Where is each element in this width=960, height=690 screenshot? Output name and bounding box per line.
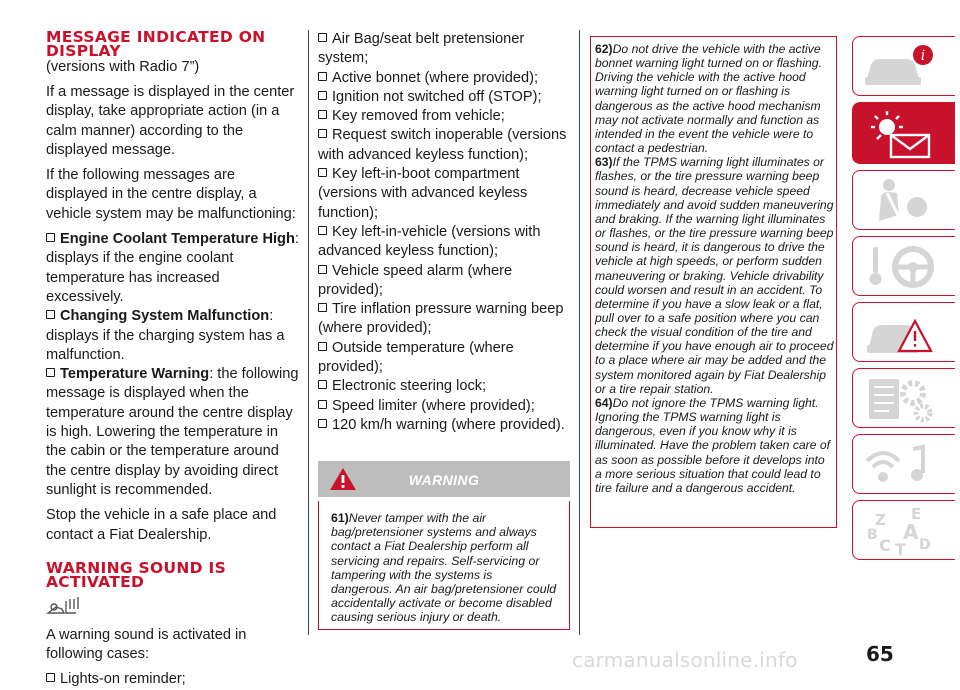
warning-note-64: 64)Do not ignore the TPMS warning light. Ignoring the TPMS warning light is dangerous, even if you know why it is illuminated. Have the problem taken care of as soon as possible before it develops into a more serious situation that could lead to tire failure and a dangerous accident. bbox=[595, 395, 831, 495]
index-letter: T bbox=[895, 540, 906, 557]
checkbox-bullet-icon bbox=[318, 168, 327, 177]
list-item: Tire inflation pressure warning beep (where provided); bbox=[318, 301, 564, 337]
list-item: Outside temperature (where provided); bbox=[318, 339, 514, 376]
column-divider bbox=[579, 30, 580, 635]
tab-index[interactable] bbox=[852, 500, 955, 560]
index-letter: Z bbox=[875, 511, 886, 529]
checkbox-bullet-icon bbox=[318, 342, 327, 351]
paragraph: If the following messages are displayed in the centre display, a vehicle system may be malfunctioning: bbox=[46, 167, 296, 222]
tab-starting-driving[interactable] bbox=[852, 236, 955, 296]
warning-title: WARNING bbox=[408, 472, 480, 489]
warning-box bbox=[318, 501, 570, 630]
list-item: Lights-on reminder; bbox=[46, 670, 300, 689]
checkbox-bullet-icon bbox=[318, 265, 327, 274]
checkbox-bullet-icon bbox=[318, 33, 327, 42]
safety-icon bbox=[861, 175, 941, 227]
section-subtitle: (versions with Radio 7”) bbox=[46, 59, 200, 75]
maintenance-icon bbox=[861, 373, 941, 425]
warning-header bbox=[318, 461, 570, 497]
paragraph: A warning sound is activated in following cases: bbox=[46, 626, 247, 663]
tab-emergency[interactable] bbox=[852, 302, 955, 362]
checkbox-bullet-icon bbox=[318, 380, 327, 389]
list-item: Ignition not switched off (STOP); bbox=[318, 88, 570, 107]
column-2 bbox=[318, 30, 570, 630]
index-icon bbox=[861, 505, 941, 557]
index-letter: C bbox=[879, 536, 891, 555]
tab-warning-lights[interactable] bbox=[852, 102, 955, 164]
checkbox-bullet-icon bbox=[318, 303, 327, 312]
list-item: Key left-in-boot compartment (versions with advanced keyless function); bbox=[318, 166, 528, 221]
list-item: Temperature Warning: the following message is displayed when the temperature around the centre display is high. Lowering the temperature in the cabin or the temperature around the centre display by avoiding direct sunlight is recommended. bbox=[46, 366, 299, 498]
list-item: Electronic steering lock; bbox=[318, 377, 570, 396]
paragraph: If a message is displayed in the center display, take appropriate action (in a calm manner) according to the displayed message. bbox=[46, 84, 295, 158]
checkbox-bullet-icon bbox=[318, 110, 327, 119]
watermark: carmanualsonline.info bbox=[572, 648, 798, 672]
list-item: Engine Coolant Temperature High: displays if the engine coolant temperature has increased excessively. bbox=[46, 231, 299, 305]
multimedia-icon bbox=[861, 439, 941, 491]
checkbox-bullet-icon bbox=[318, 129, 327, 138]
steering-wheel-icon bbox=[861, 241, 941, 293]
list-item: 120 km/h warning (where provided). bbox=[318, 416, 570, 435]
list-item: Changing System Malfunction: displays if the charging system has a malfunction. bbox=[46, 308, 285, 363]
warning-lights-icon bbox=[861, 107, 941, 161]
list-item: Request switch inoperable (versions with advanced keyless function); bbox=[318, 127, 567, 163]
index-letter: D bbox=[919, 537, 931, 553]
warning-note-62: 62)Do not drive the vehicle with the active bonnet warning light turned on or flashing. Driving the vehicle with the active hood warning light turned on or flashing is dangerous as the active hood mechanism may not activate normally and function as intended in the event the vehicle were to contact a pedestrian. bbox=[595, 42, 822, 156]
warning-note-61: 61)Never tamper with the air bag/pretensioner systems and always contact a Fiat Dealership perform all servicing and repairs. Self-servicing or tampering with the systems is dangerous. An air bag/pretensioner could accidentally activate or become disabled causing serious injury or death. bbox=[331, 511, 557, 624]
tab-car-info[interactable] bbox=[852, 36, 955, 96]
list-item: Air Bag/seat belt pretensioner system; bbox=[318, 31, 525, 67]
page-number: 65 bbox=[866, 642, 894, 666]
tab-multimedia[interactable] bbox=[852, 434, 955, 494]
list-item: Vehicle speed alarm (where provided); bbox=[318, 262, 513, 298]
warning-note-63: 63)If the TPMS warning light illuminates or flashes, or the tire pressure warning beep sound is heard, decrease vehicle speed immediately and avoid sudden maneuvering and braking. If the warning light illuminates or flashes, or the tire pressure warning beep sound is heard, it is dangerous to drive the vehicle at high speeds, or perform sudden maneuvering or braking. Vehicle drivability could worsen and result in an accident. To determine if you have a slow leak or a flat, pull over to a safe position where you can check the visual condition of the tire and determine if you have enough air to proceed to a place where air may be added and the system monitored again by Fiat Dealership or a tire repair station. bbox=[595, 155, 834, 396]
checkbox-bullet-icon bbox=[318, 91, 327, 100]
checkbox-bullet-icon bbox=[318, 226, 327, 235]
column-1 bbox=[46, 30, 300, 690]
section-heading-warning-sound: WARNING SOUND IS ACTIVATED bbox=[46, 558, 227, 591]
warning-sound-list bbox=[318, 30, 570, 435]
checkbox-bullet-icon bbox=[46, 233, 55, 242]
list-item: Active bonnet (where provided); bbox=[318, 69, 570, 88]
chapter-tabs bbox=[852, 36, 955, 566]
section-heading-message: MESSAGE INDICATED ON DISPLAY bbox=[46, 28, 266, 60]
index-letter: A bbox=[903, 520, 919, 544]
emergency-icon bbox=[861, 307, 941, 359]
warning-sound-icon bbox=[46, 595, 300, 622]
index-letter: B bbox=[867, 527, 878, 543]
index-letter: E bbox=[911, 505, 922, 523]
checkbox-bullet-icon bbox=[318, 400, 327, 409]
svg-text:i: i bbox=[920, 48, 926, 64]
tab-safety[interactable] bbox=[852, 170, 955, 230]
paragraph: Stop the vehicle in a safe place and contact a Fiat Dealership. bbox=[46, 507, 277, 543]
column-divider bbox=[308, 30, 309, 635]
checkbox-bullet-icon bbox=[46, 368, 55, 377]
warning-notes-box bbox=[590, 36, 837, 528]
checkbox-bullet-icon bbox=[318, 419, 327, 428]
car-info-icon bbox=[861, 41, 941, 93]
tab-maintenance[interactable] bbox=[852, 368, 955, 428]
checkbox-bullet-icon bbox=[46, 310, 55, 319]
checkbox-bullet-icon bbox=[318, 72, 327, 81]
list-item: Key removed from vehicle; bbox=[318, 107, 570, 126]
list-item: Speed limiter (where provided); bbox=[318, 397, 570, 416]
list-item: Key left-in-vehicle (versions with advanced keyless function); bbox=[318, 223, 541, 260]
